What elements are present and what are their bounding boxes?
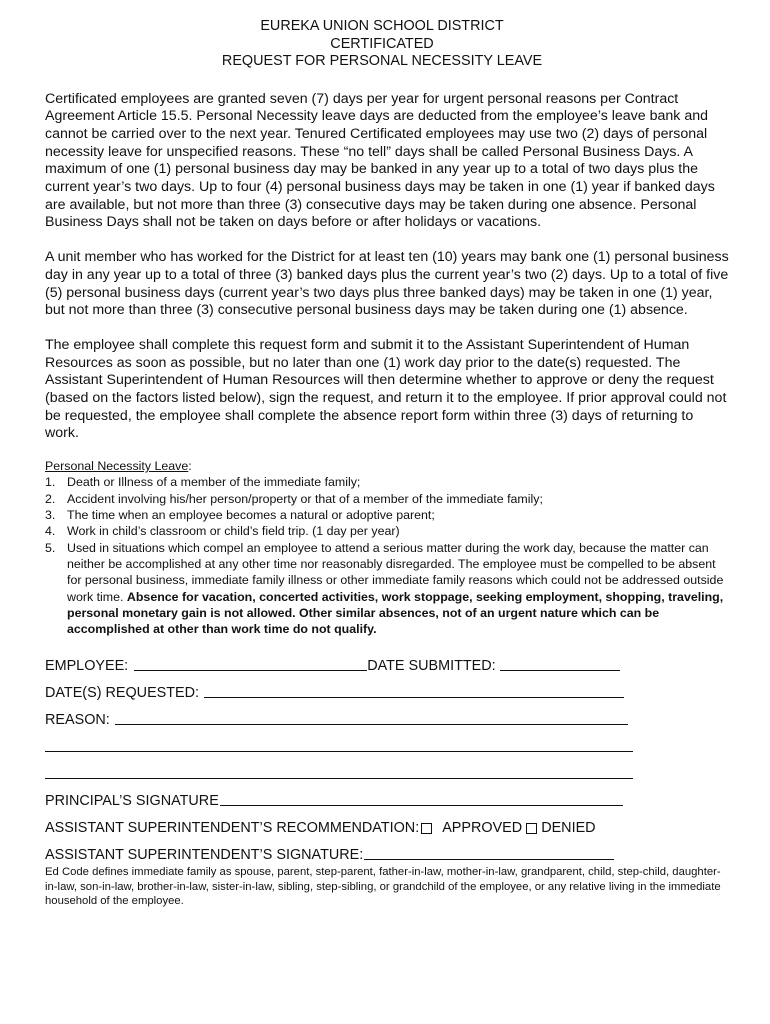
list-number: 1. <box>45 475 56 490</box>
date-submitted-field[interactable] <box>500 656 620 671</box>
dates-requested-field[interactable] <box>204 683 624 698</box>
asst-signature-field[interactable] <box>364 845 614 860</box>
list-item-text: The time when an employee becomes a natural or adoptive parent; <box>67 508 435 523</box>
list-item <box>45 540 731 638</box>
approved-checkbox[interactable] <box>421 823 432 834</box>
principal-signature-row <box>45 782 735 809</box>
list-item <box>45 491 731 507</box>
list-item <box>45 507 731 523</box>
employee-row <box>45 647 735 674</box>
principal-signature-label: PRINCIPAL’S SIGNATURE <box>45 793 219 810</box>
form-title: REQUEST FOR PERSONAL NECESSITY LEAVE <box>221 53 543 69</box>
asst-signature-row <box>45 836 735 863</box>
immediate-family-footnote: Ed Code defines immediate family as spouse, parent, step-parent, father-in-law, mother-in-law, grandparent, child, step-child, daughter-in-law, son-in-law, brother-in-law, sister-in-law, sibling, step-sibling, or grandchild of the employee, or any relative living in the immediate household of the employee. <box>45 866 721 907</box>
procedure-paragraph: The employee shall complete this request form and submit it to the Assistant Superintendent of Human Resources as soon as possible, but no later than one (1) work day prior to the date(s) requested. The Assistant Superintendent of Human Resources will then determine whether to approve or deny the request (based on the factors listed below), sign the request, and return it to the employee. If prior approval could not be requested, the employee shall complete the absence report form within three (3) days of returning to work. <box>45 336 727 442</box>
list-item-text: Death or Illness of a member of the immediate family; <box>67 475 361 490</box>
reason-row <box>45 701 735 728</box>
list-item <box>45 474 731 490</box>
list-item <box>45 523 731 539</box>
list-item-text: Work in child’s classroom or child’s field trip. (1 day per year) <box>67 524 400 539</box>
reason-label: REASON: <box>45 712 110 729</box>
principal-signature-field[interactable] <box>220 791 623 806</box>
request-form <box>45 647 735 863</box>
approved-label: APPROVED <box>442 820 523 837</box>
document-header <box>42 18 722 71</box>
banking-paragraph: A unit member who has worked for the District for at least ten (10) years may bank one (1) personal business day in any year up to a total of three (3) banked days plus the current year’s two (2) days. Up to a total of five (5) personal business days (current year’s two days plus three banked days) may be taken in one (1) year, but not more than three (3) consecutive personal business days may be taken during one (1) absence. <box>45 249 729 319</box>
list-item-bold-text: Absence for vacation, concerted activities, work stoppage, seeking employment, shopping, traveling, personal monetary gain is not allowed. Other similar absences, not of an urgent nature which can be accomplished at other than work time do not qualify. <box>67 589 724 637</box>
denied-checkbox[interactable] <box>526 823 537 834</box>
list-number: 5. <box>45 540 56 555</box>
district-name: EUREKA UNION SCHOOL DISTRICT <box>260 18 504 34</box>
asst-signature-label: ASSISTANT SUPERINTENDENT’S SIGNATURE: <box>45 847 364 864</box>
date-submitted-label: DATE SUBMITTED: <box>367 658 496 675</box>
list-item-text: Accident involving his/her person/property or that of a member of the immediate family; <box>67 491 543 506</box>
personal-necessity-section <box>45 458 731 637</box>
list-number: 3. <box>45 508 56 523</box>
denied-label: DENIED <box>541 820 596 837</box>
dates-requested-row <box>45 674 735 701</box>
list-number: 2. <box>45 491 56 506</box>
dates-requested-label: DATE(S) REQUESTED: <box>45 685 200 702</box>
recommendation-row <box>45 809 735 836</box>
intro-paragraph: Certificated employees are granted seven (7) days per year for urgent personal reasons per Contract Agreement Article 15.5. Personal Necessity leave days are deducted from the employee’s leave bank and cannot be carried over to the next year. Tenured Certificated employees may use two (2) days of personal necessity leave for unspecified reasons. These “no tell” days shall be called Personal Business Days. A maximum of one (1) personal business day may be banked in any year up to a total of two days plus the current year’s two days. Up to four (4) personal business days may be taken in one (1) year if banked days are available, but not more than three (3) consecutive days may be taken during one absence. Personal Business Days shall not be taken on days before or after holidays or vacations. <box>45 90 715 231</box>
employee-field[interactable] <box>134 656 367 671</box>
personal-necessity-list <box>45 474 731 637</box>
reason-field-line-3[interactable] <box>45 764 633 779</box>
list-item-text: Used in situations which compel an employee to attend a serious matter during the work day, because the matter can neither be accomplished at any other time nor reasonably disregarded. The employee must be compelled to be absent for personal business, immediate family illness or other immediate family reasons which could not be addressed outside work time. <box>67 540 724 604</box>
reason-field-line-2[interactable] <box>45 737 633 752</box>
personal-necessity-title: Personal Necessity Leave <box>45 459 189 474</box>
reason-row-2 <box>45 728 735 755</box>
recommendation-label: ASSISTANT SUPERINTENDENT’S RECOMMENDATION: <box>45 820 420 837</box>
certificated-heading: CERTIFICATED <box>330 35 434 52</box>
list-number: 4. <box>45 524 56 539</box>
reason-field-line-1[interactable] <box>115 710 628 725</box>
title-colon: : <box>188 459 192 474</box>
employee-label: EMPLOYEE: <box>45 658 129 675</box>
reason-row-3 <box>45 755 735 782</box>
